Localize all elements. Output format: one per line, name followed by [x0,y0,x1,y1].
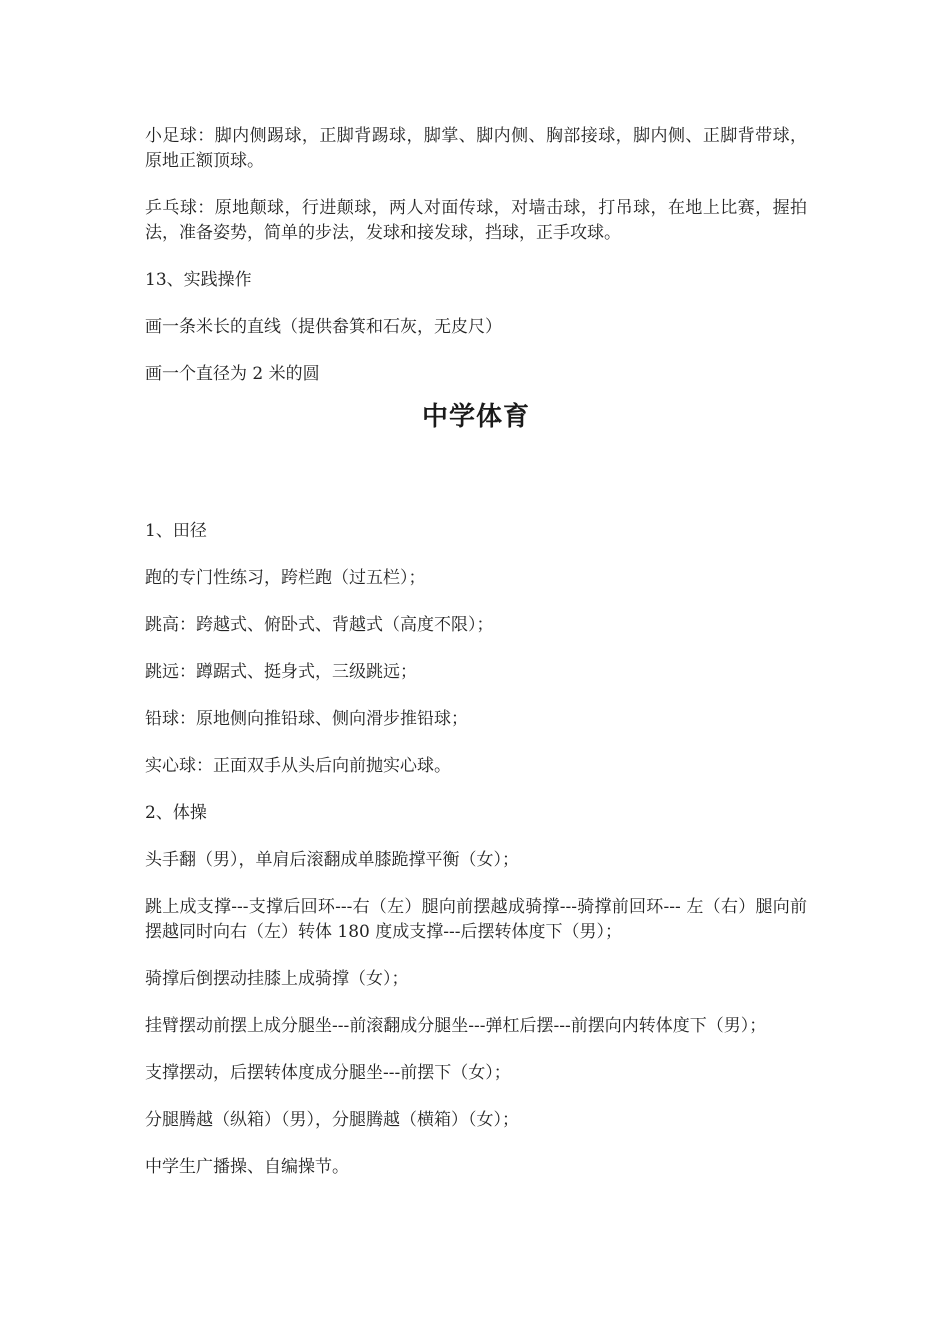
section-heading-1: 1、田径 [145,521,207,541]
section-heading-13: 13、实践操作 [145,270,252,290]
paragraph-bars: 挂臂摆动前摆上成分腿坐---前滚翻成分腿坐---弹杠后摆---前摆向内转体度下（男）； [145,1016,767,1036]
paragraph-swing: 支撑摆动，后摆转体度成分腿坐---前摆下（女）； [145,1063,511,1083]
paragraph-football: 小足球：脚内侧踢球，正脚背踢球，脚掌、脚内侧、胸部接球，脚内侧、正脚背带球，原地正额顶球。 [145,126,807,171]
paragraph-pingpong: 乒乓球：原地颠球，行进颠球，两人对面传球，对墙击球，打吊球，在地上比赛，握拍法，准备姿势，简单的步法，发球和接发球，挡球，正手攻球。 [145,198,807,243]
paragraph-support: 跳上成支撑---支撑后回环---右（左）腿向前摆越成骑撑---骑撑前回环--- 左（右）腿向前摆越同时向右（左）转体 180 度成支撑---后摆转体度下（男）； [145,897,807,942]
paragraph-long-jump: 跳远：蹲踞式、挺身式，三级跳远； [145,662,417,682]
paragraph-headspring: 头手翻（男），单肩后滚翻成单膝跪撑平衡（女）； [145,850,519,870]
paragraph-vault: 分腿腾越（纵箱）（男），分腿腾越（横箱）（女）； [145,1110,519,1130]
paragraph-broadcast: 中学生广播操、自编操节。 [145,1157,349,1177]
paragraph-shot-put: 铅球：原地侧向推铅球、侧向滑步推铅球； [145,709,468,729]
paragraph-high-jump: 跳高：跨越式、俯卧式、背越式（高度不限）； [145,615,494,635]
paragraph-straddle: 骑撑后倒摆动挂膝上成骑撑（女）； [145,969,409,989]
paragraph-run: 跑的专门性练习，跨栏跑（过五栏）； [145,568,426,588]
paragraph-draw-line: 画一条米长的直线（提供畚箕和石灰，无皮尺） [145,317,502,337]
paragraph-draw-circle: 画一个直径为 2 米的圆 [145,364,320,384]
page-title: 中学体育 [421,402,530,432]
document-content [145,124,807,1180]
paragraph-medicine-ball: 实心球：正面双手从头后向前抛实心球。 [145,756,451,776]
section-heading-2: 2、体操 [145,803,207,823]
title-block [145,397,807,437]
